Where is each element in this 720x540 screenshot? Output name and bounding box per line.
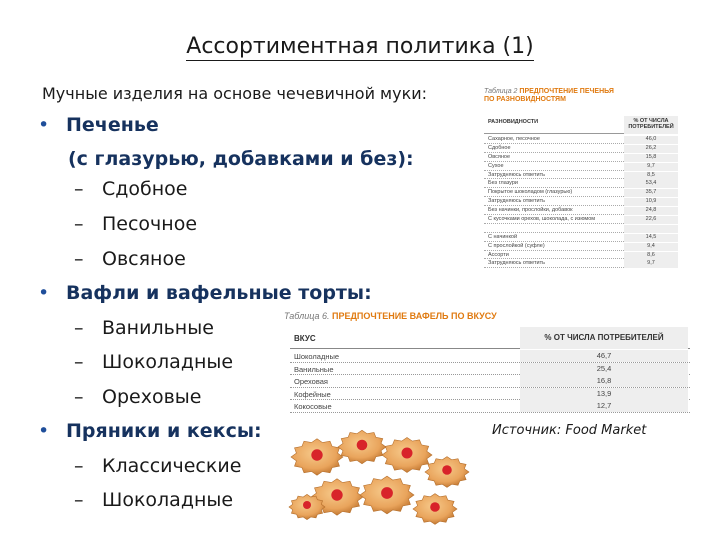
sub-item: – Сдобное bbox=[74, 178, 188, 200]
cherry-shape bbox=[311, 449, 322, 460]
bullet-gingerbread bbox=[38, 420, 262, 442]
table-cell bbox=[624, 225, 678, 233]
table-row bbox=[484, 188, 678, 197]
sub-item: – Песочное bbox=[74, 213, 198, 235]
table-cell: Сахарное, песочное bbox=[488, 136, 540, 142]
table-cell: 9,7 bbox=[624, 260, 678, 268]
table-cell: 13,9 bbox=[520, 388, 688, 400]
table-cell: Ореховая bbox=[294, 377, 328, 386]
table-row bbox=[484, 197, 678, 206]
table-row bbox=[290, 363, 690, 376]
table-cell: 8,5 bbox=[624, 172, 678, 180]
table-row bbox=[484, 171, 678, 180]
table-row bbox=[484, 233, 678, 242]
table-cell: 24,8 bbox=[624, 207, 678, 215]
cherry-shape bbox=[442, 465, 452, 475]
table-cell: Сухое bbox=[488, 162, 504, 169]
table-cell: 22,6 bbox=[624, 216, 678, 224]
table-row bbox=[484, 162, 678, 171]
table-cell: Сдобное bbox=[488, 144, 511, 151]
table-cell: 9,7 bbox=[624, 163, 678, 171]
bullet-cookies bbox=[38, 114, 159, 136]
table-header: РАЗНОВИДНОСТИ % ОТ ЧИСЛА ПОТРЕБИТЕЛЕЙ bbox=[484, 114, 678, 134]
table-cell: 25,4 bbox=[520, 363, 688, 375]
cherry-shape bbox=[331, 489, 342, 500]
table-body bbox=[290, 350, 690, 413]
waffle-preference-table bbox=[284, 311, 692, 409]
sub-item: – Шоколадные bbox=[74, 489, 234, 511]
bullet-waffles bbox=[38, 282, 372, 304]
table-row bbox=[484, 135, 678, 144]
bullet-label: Пряники и кексы: bbox=[66, 420, 262, 442]
table-row bbox=[290, 375, 690, 388]
table-cell: 8,6 bbox=[624, 252, 678, 260]
table-cell: 35,7 bbox=[624, 189, 678, 197]
bullet-dot: • bbox=[38, 282, 50, 304]
table-row bbox=[290, 400, 690, 413]
table-cell: Затрудняюсь ответить bbox=[488, 198, 546, 205]
sub-item: – Классические bbox=[74, 455, 242, 477]
table-cell: С начинкой bbox=[488, 233, 518, 240]
table-row bbox=[290, 388, 690, 401]
bullet-continuation: (с глазурью, добавками и без): bbox=[68, 148, 414, 170]
cherry-shape bbox=[381, 487, 393, 499]
table-cell: 46,0 bbox=[624, 136, 678, 144]
bullet-dot: • bbox=[38, 420, 50, 442]
table-row bbox=[484, 206, 678, 215]
table-row bbox=[484, 215, 678, 224]
cherry-shape bbox=[402, 448, 413, 459]
bullet-dot: • bbox=[38, 114, 50, 136]
table-cell: Ассорти bbox=[488, 251, 509, 258]
table-cell: 12,7 bbox=[520, 400, 688, 412]
table-cell: С прослойкой (суфле) bbox=[488, 242, 545, 249]
table-header: ВКУС % ОТ ЧИСЛА ПОТРЕБИТЕЛЕЙ bbox=[290, 327, 690, 349]
table-caption: Таблица 2 ПРЕДПОЧТЕНИЕ ПЕЧЕНЬЯ bbox=[484, 88, 614, 95]
table-cell: Затрудняюсь ответить bbox=[488, 260, 546, 267]
sub-item: – Ванильные bbox=[74, 317, 214, 339]
cookie-preference-table bbox=[478, 88, 678, 278]
table-cell: 26,2 bbox=[624, 145, 678, 153]
cherry-shape bbox=[430, 502, 440, 512]
table-cell: 46,7 bbox=[520, 350, 688, 362]
table-cell: 16,8 bbox=[520, 375, 688, 387]
table-row bbox=[484, 179, 678, 188]
table-caption: ПО РАЗНОВИДНОСТЯМ bbox=[484, 96, 566, 103]
table-cell: Шоколадные bbox=[294, 352, 340, 361]
table-cell: 15,8 bbox=[624, 154, 678, 162]
source-note: Источник: Food Market bbox=[492, 423, 647, 438]
table-cell: Ванильные bbox=[294, 364, 334, 374]
sub-item: – Овсяное bbox=[74, 248, 186, 270]
table-row bbox=[484, 224, 678, 233]
table-row bbox=[484, 153, 678, 162]
table-cell: Затрудняюсь ответить bbox=[488, 171, 546, 178]
table-cell: Овсяное bbox=[488, 153, 511, 160]
table-cell: Без начинки, прослойки, добавок bbox=[488, 207, 573, 214]
table-cell: 9,4 bbox=[624, 243, 678, 251]
cookies-photo bbox=[287, 417, 472, 535]
sub-item: – Шоколадные bbox=[74, 351, 234, 373]
table-cell: 10,9 bbox=[624, 198, 678, 206]
table-caption: Таблица 6. ПРЕДПОЧТЕНИЕ ВАФЕЛЬ ПО ВКУСУ bbox=[284, 311, 497, 321]
bullet-label: Вафли и вафельные торты: bbox=[66, 282, 372, 304]
slide-title: Ассортиментная политика (1) bbox=[186, 34, 534, 59]
table-cell: 14,5 bbox=[624, 234, 678, 242]
sub-item: – Ореховые bbox=[74, 386, 202, 408]
table-cell: Кокосовые bbox=[294, 402, 332, 411]
table-cell: С кусочками орехов, шоколада, с изюмом bbox=[488, 216, 596, 223]
table-row bbox=[484, 251, 678, 260]
subtitle: Мучные изделия на основе чечевичной муки: bbox=[42, 84, 428, 103]
table-cell: Без глазури bbox=[488, 180, 518, 187]
cherry-shape bbox=[303, 501, 311, 509]
cherry-shape bbox=[357, 440, 368, 451]
table-body bbox=[484, 135, 678, 268]
table-row bbox=[290, 350, 690, 363]
table-cell: Кофейные bbox=[294, 389, 331, 399]
table-row bbox=[484, 259, 678, 268]
table-cell: Покрытое шоколадом (глазурью) bbox=[488, 189, 573, 196]
table-row bbox=[484, 242, 678, 251]
bullet-label: Печенье bbox=[66, 114, 159, 136]
table-row bbox=[484, 144, 678, 153]
table-cell: 53,4 bbox=[624, 180, 678, 188]
